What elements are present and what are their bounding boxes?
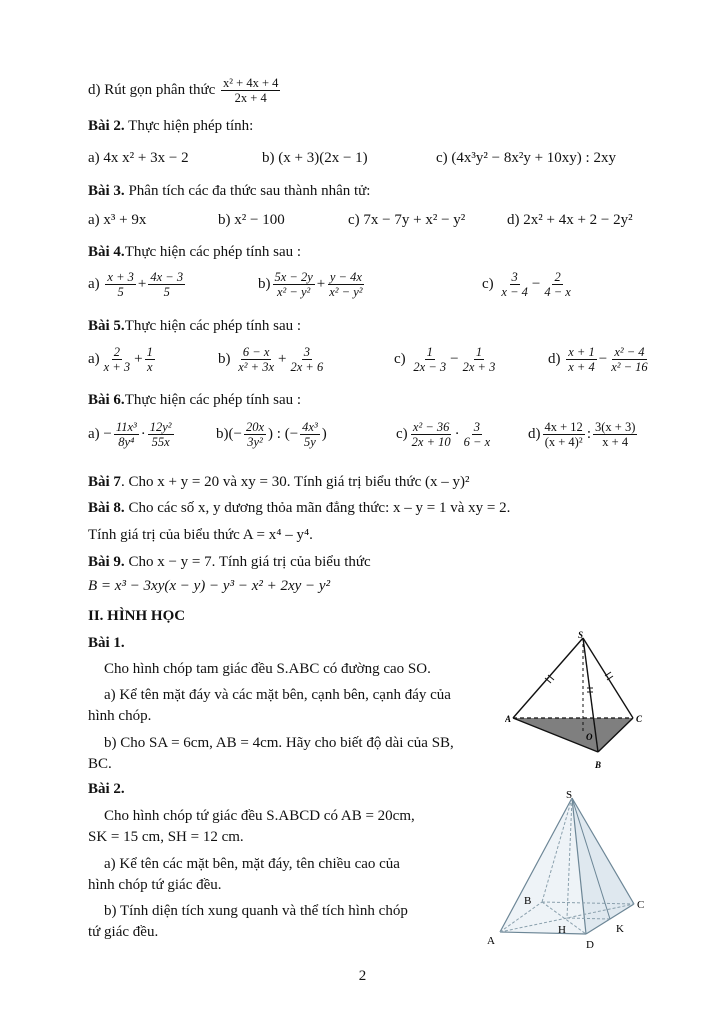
bai6-a: a) − $\frac{\text{11x³}}{\text{8y⁴}}$ · $\frac{\text{12y²}}{55x}$ [88, 420, 172, 449]
fraction: $\frac{\text{11x³}}{\text{8y⁴}}$ [115, 420, 137, 449]
hh-bai1-title: Bài 1. [88, 635, 125, 651]
label-b: B [524, 895, 532, 907]
page-number: 2 [358, 968, 367, 984]
fraction: $\frac{4x + 12}{\text{(x + 4)²}}$ [544, 420, 583, 449]
question-d-label: d) Rút gọn phân thức [88, 81, 216, 98]
label-b: B [595, 760, 602, 770]
fraction: $\frac{\text{4x³}}{5y}$ [302, 420, 318, 449]
label-a: A [505, 714, 512, 724]
fraction: $\frac{4x - 3}{5}$ [150, 270, 184, 299]
hh-bai2-b2: tứ giác đều. [88, 924, 159, 940]
label-c: C [636, 714, 643, 724]
bai4-heading: Bài 4.Thực hiện các phép tính sau : [88, 244, 302, 260]
fraction: $\frac{3}{6 - x}$ [463, 420, 491, 449]
fraction: $\frac{20x}{\text{3y²}}$ [245, 420, 265, 449]
hh-bai2-intro: Cho hình chóp tứ giác đều S.ABCD có AB = 20cm, [104, 808, 415, 824]
bai2-c: c) (4x³y² − 8x²y + 10xy) : 2xy [436, 150, 616, 166]
bai2-b: b) (x + 3)(2x − 1) [262, 150, 368, 166]
fraction: $\frac{\text{x² + 4x + 4}}{2x + 4}$ [223, 76, 279, 105]
bai4-c: c) $\frac{3}{x - 4}$ − $\frac{2}{4 - x}$ [482, 270, 571, 299]
bai5-d: d) $\frac{x + 1}{x + 4}$ − $\frac{\text{x² − 4}}{\text{x² − 16}}$ [548, 345, 648, 374]
fraction: $\frac{2}{4 - x}$ [544, 270, 571, 299]
bai3-c: c) 7x − 7y + x² − y² [348, 212, 466, 228]
fraction: $\frac{x + 3}{5}$ [107, 270, 134, 299]
face-sad [500, 798, 586, 934]
bai4-b: b) $\frac{5x - 2y}{\text{x² − y²}}$ + $\frac{y - 4x}{\text{x² − y²}}$ [258, 270, 363, 299]
bai3-b: b) x² − 100 [218, 212, 285, 228]
fraction: $\frac{\text{x² − 4}}{\text{x² − 16}}$ [611, 345, 648, 374]
fraction: $\frac{y - 4x}{\text{x² − y²}}$ [329, 270, 363, 299]
hh-bai2-a: a) Kể tên các mặt bên, mặt đáy, tên chiều cao của [104, 856, 400, 872]
label-a: A [487, 935, 495, 947]
label-s: S [578, 630, 584, 640]
label-c: C [637, 899, 645, 911]
bai6-d: d) $\frac{4x + 12}{\text{(x + 4)²}}$ : $\frac{3(x + 3)}{x + 4}$ [528, 420, 636, 449]
fraction: $\frac{6 - x}{\text{x² + 3x}}$ [238, 345, 275, 374]
hh-bai1-a: a) Kể tên mặt đáy và các mặt bên, cạnh bên, cạnh đáy của [104, 687, 451, 703]
bai4-a: a) $\frac{x + 3}{5}$ + $\frac{4x - 3}{5}$ [88, 270, 184, 299]
edge-sc [583, 638, 633, 718]
fraction: $\frac{1}{2x - 3}$ [413, 345, 447, 374]
hh-bai2-intro2: SK = 15 cm, SH = 12 cm. [88, 829, 244, 845]
triangular-pyramid-figure [505, 628, 655, 776]
hh-bai1-intro: Cho hình chóp tam giác đều S.ABC có đường cao SO. [104, 661, 431, 677]
label-o: O [586, 732, 593, 742]
bai5-heading: Bài 5.Thực hiện các phép tính sau : [88, 318, 302, 334]
fraction: $\frac{\text{x² − 36}}{2x + 10}$ [411, 420, 451, 449]
label-s: S [566, 789, 573, 801]
question-d [88, 76, 282, 105]
bai6-b: b)(− $\frac{20x}{\text{3y²}}$ ) : (− $\frac{\text{4x³}}{5y}$ ) [216, 420, 327, 449]
bai2-heading: Bài 2. Thực hiện phép tính: [88, 118, 254, 134]
bai2-a: a) 4x x² + 3x − 2 [88, 150, 189, 166]
hh-bai1-b2: BC. [88, 756, 112, 772]
label-h: H [558, 924, 566, 936]
bai6-c: c) $\frac{\text{x² − 36}}{2x + 10}$ · $\frac{3}{6 - x}$ [396, 420, 491, 449]
label-k: K [616, 923, 624, 935]
bai6-heading: Bài 6.Thực hiện các phép tính sau : [88, 392, 302, 408]
bai3-d: d) 2x² + 4x + 2 − 2y² [507, 212, 633, 228]
section-heading: II. HÌNH HỌC [88, 608, 186, 624]
fraction: $\frac{\text{12y²}}{55x}$ [149, 420, 172, 449]
fraction: $\frac{3(x + 3)}{x + 4}$ [594, 420, 636, 449]
fraction: $\frac{3}{2x + 6}$ [290, 345, 324, 374]
bai3-a: a) x³ + 9x [88, 212, 147, 228]
fraction: $\frac{1}{2x + 3}$ [462, 345, 496, 374]
hh-bai2-b: b) Tính diện tích xung quanh và thể tích hình chóp [104, 903, 408, 919]
bai7: Bài 7. Cho x + y = 20 và xy = 30. Tính giá trị biểu thức (x – y)² [88, 474, 470, 490]
edge-sa [513, 638, 583, 718]
hh-bai1-a2: hình chóp. [88, 708, 152, 724]
bai9-expression: B = x³ − 3xy(x − y) − y³ − x² + 2xy − y² [88, 578, 331, 594]
bai5-c: c) $\frac{1}{2x - 3}$ − $\frac{1}{2x + 3}$ [394, 345, 496, 374]
hh-bai1-b: b) Cho SA = 6cm, AB = 4cm. Hãy cho biết độ dài của SB, [104, 735, 454, 751]
bai8-line2: Tính giá trị của biểu thức A = x⁴ – y⁴. [88, 527, 313, 543]
bai9: Bài 9. Cho x − y = 7. Tính giá trị của biểu thức [88, 554, 371, 570]
fraction: $\frac{2}{x + 3}$ [103, 345, 131, 374]
fraction: $\frac{x + 1}{x + 4}$ [568, 345, 595, 374]
hh-bai2-a2: hình chóp tứ giác đều. [88, 877, 222, 893]
fraction: $\frac{1}{x}$ [146, 345, 153, 374]
square-pyramid-figure [484, 786, 674, 958]
label-d: D [586, 939, 594, 951]
fraction: $\frac{3}{x - 4}$ [501, 270, 528, 299]
fraction: $\frac{5x - 2y}{\text{x² − y²}}$ [274, 270, 313, 299]
bai5-b: b) $\frac{6 - x}{\text{x² + 3x}}$ + $\frac{3}{2x + 6}$ [218, 345, 324, 374]
hh-bai2-title: Bài 2. [88, 781, 125, 797]
bai3-heading: Bài 3. Phân tích các đa thức sau thành nhân tử: [88, 183, 371, 199]
bai5-a: a) $\frac{2}{x + 3}$ + $\frac{1}{x}$ [88, 345, 153, 374]
bai8: Bài 8. Cho các số x, y dương thỏa mãn đẳng thức: x – y = 1 và xy = 2. [88, 500, 511, 516]
